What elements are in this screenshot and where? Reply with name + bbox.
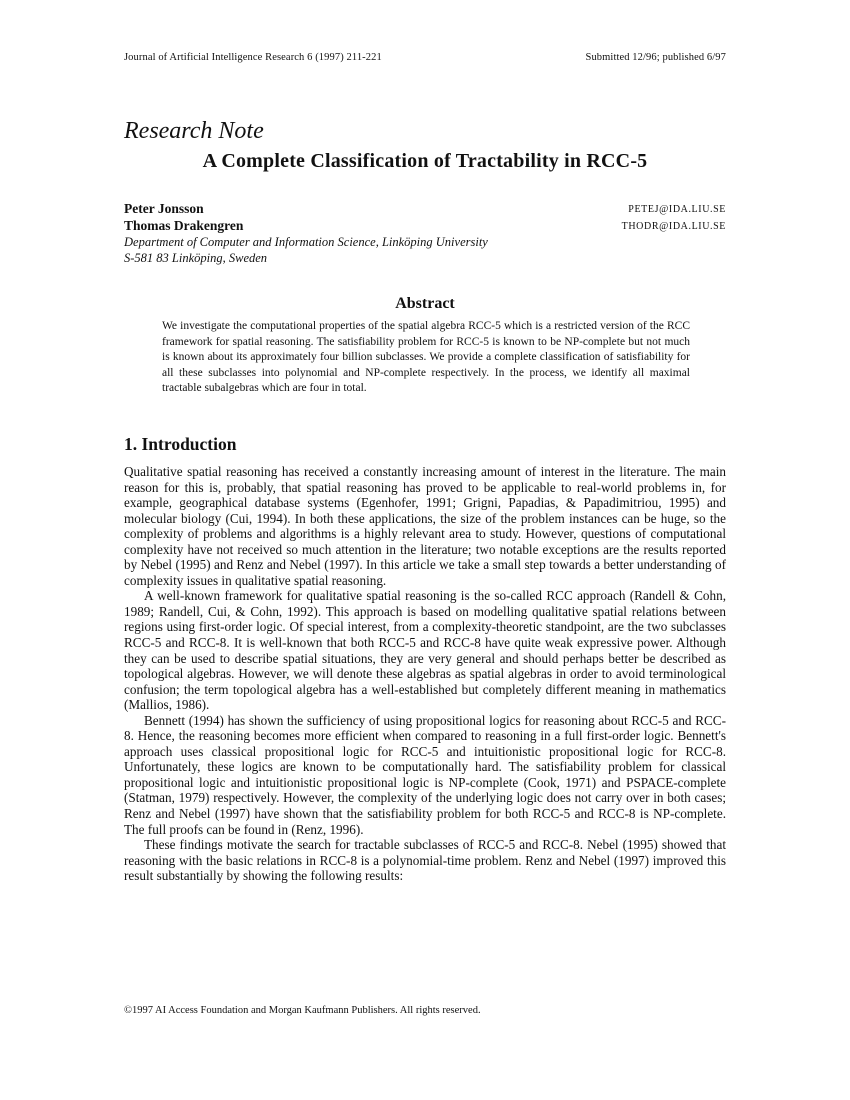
abstract-heading: Abstract xyxy=(395,295,455,312)
author-name: Thomas Drakengren xyxy=(124,218,244,233)
paragraph: A well-known framework for qualitative spatial reasoning is the so-called RCC approach (Randell & Cohn, 1989; Randell, Cui, & Cohn, 1992). This approach is based on modelling qualitative spatial relations between regions using first-order logic. Of special interest, from a complexity-theoretic standpoint, are the two subclasses RCC-5 and RCC-8. It is well-known that both RCC-5 and RCC-8 have quite weak expressive power. Although they can be used to describe spatial situations, they are very general and should perhaps better be described as topological algebras. However, we will denote these algebras as spatial algebras in order to avoid terminological confusion; the term topological algebra has a well-established but completely different meaning in mathematics (Mallios, 1986). xyxy=(124,588,726,713)
copyright-footer: ©1997 AI Access Foundation and Morgan Kaufmann Publishers. All rights reserved. xyxy=(124,1005,481,1016)
submission-dates: Submitted 12/96; published 6/97 xyxy=(585,52,726,63)
paragraph: Bennett (1994) has shown the sufficiency of using propositional logics for reasoning about RCC-5 and RCC-8. Hence, the reasoning becomes more efficient when compared to reasoning in a full first-order logic. Bennett's approach uses classical propositional logic for RCC-5 and intuitionistic propositional logic for RCC-8. Unfortunately, these logics are known to be computationally hard. The satisfiability problem for classical propositional logic and intuitionistic propositional logic is NP-complete (Cook, 1971) and PSPACE-complete (Statman, 1979) respectively. However, the complexity of the underlying logic does not carry over in both cases; Renz and Nebel (1997) have shown that the satisfiability problem for both RCC-5 and RCC-8 is NP-complete. The full proofs can be found in (Renz, 1996). xyxy=(124,712,726,837)
paragraph: Qualitative spatial reasoning has received a constantly increasing amount of interest in the literature. The main reason for this is, probably, that spatial reasoning has proved to be applicable to real-world problems in, for example, geographical database systems (Egenhofer, 1991; Grigni, Papadias, & Papadimitriou, 1995) and molecular biology (Cui, 1994). In both these applications, the size of the problem instances can be huge, so the complexity of problems and algorithms is a highly relevant area to study. However, questions of computational complexity have not received so much attention in the literature; two notable exceptions are the results reported by Nebel (1995) and Renz and Nebel (1997). In this article we take a small step towards a better understanding of complexity issues in qualitative spatial reasoning. xyxy=(124,464,726,588)
abstract-text: We investigate the computational properties of the spatial algebra RCC-5 which is a restricted version of the RCC framework for spatial reasoning. The satisfiability problem for RCC-5 is known to be NP-complete but not much is known about its approximately four billion subclasses. We provide a complete classification of satisfiability for all these subclasses into polynomial and NP-complete respectively. In the process, we identify all maximal tractable subalgebras which are four in total. xyxy=(162,320,690,395)
paragraph: These findings motivate the search for tractable subclasses of RCC-5 and RCC-8. Nebel (1995) showed that reasoning with the basic relations in RCC-8 is a polynomial-time problem. Renz and Nebel (1997) improved this result substantially by showing the following results: xyxy=(124,837,726,884)
section-body xyxy=(124,464,726,884)
author-email: PETEJ@IDA.LIU.SE xyxy=(628,204,726,215)
paper-title: A Complete Classification of Tractability in RCC-5 xyxy=(202,150,648,172)
affiliation-department: Department of Computer and Information Science, Linköping University xyxy=(124,235,488,249)
author-name: Peter Jonsson xyxy=(124,201,204,216)
journal-header: Journal of Artificial Intelligence Research 6 (1997) 211-221 xyxy=(124,52,382,63)
affiliation-address: S-581 83 Linköping, Sweden xyxy=(124,251,268,265)
research-note-label: Research Note xyxy=(124,118,264,144)
section-heading: 1. Introduction xyxy=(124,434,237,454)
author-email: THODR@IDA.LIU.SE xyxy=(621,221,726,232)
